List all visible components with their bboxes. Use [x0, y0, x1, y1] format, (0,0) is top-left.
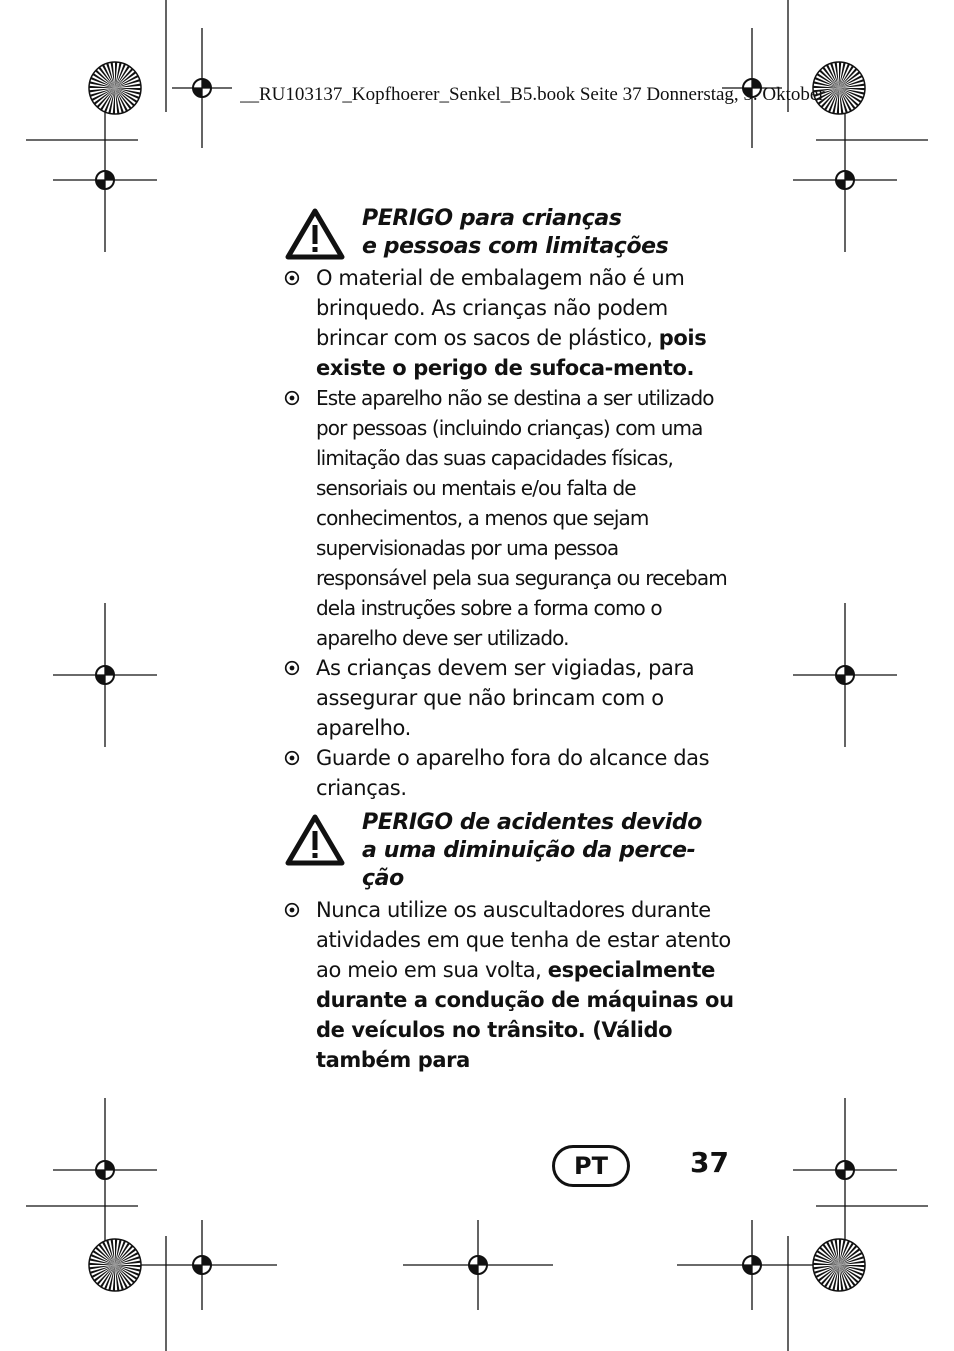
registration-crosshair-icon [403, 1220, 553, 1310]
item-emphasis: especialmente durante a condução de máquinas ou de veículos no trânsito. (Válido também para [316, 958, 734, 1072]
item-text: Este aparelho não se destina a ser utilizado por pessoas (incluindo crianças) com uma limitação das suas capacidades físicas, sensoriais ou mentais e/ou falta de conhecimentos, a menos que sejam supervisionadas por uma pessoa responsável pela sua segurança ou recebam dela instruções sobre a forma como o aparelho deve ser utilizado. [316, 386, 727, 650]
list-item [284, 895, 734, 1075]
registration-crosshair-icon [793, 603, 897, 747]
print-file-header: __RU103137_Kopfhoerer_Senkel_B5.book Seite 37 Donnerstag, 5. Oktober [240, 84, 825, 105]
registration-crosshair-icon [793, 108, 897, 252]
warning-title-line: PERIGO para crianças [362, 206, 622, 231]
registration-crosshair-icon [172, 28, 232, 148]
registration-crosshair-icon [53, 1098, 157, 1242]
list-item [284, 743, 734, 803]
warning-title-line: a uma diminuição da perce- [362, 838, 696, 863]
warning-triangle-icon [284, 207, 346, 261]
warning-title-line: ção [362, 866, 404, 891]
registration-crosshair-icon [677, 1220, 827, 1310]
list-item [284, 383, 734, 653]
starburst-target-icon [89, 62, 141, 114]
warning-perception [284, 809, 734, 893]
circled-dot-bullet-icon [284, 660, 300, 676]
circled-dot-bullet-icon [284, 270, 300, 286]
warning-children-limitations [284, 205, 734, 261]
circled-dot-bullet-icon [284, 390, 300, 406]
safety-content [284, 205, 734, 1075]
language-badge: PT [552, 1145, 630, 1187]
item-text: Nunca utilize os auscultadores durante atividades em que tenha de estar atento ao meio em sua volta, [316, 898, 731, 982]
warning-title [362, 205, 734, 261]
warning-title [362, 809, 734, 893]
registration-crosshair-icon [53, 603, 157, 747]
item-emphasis: pois existe o perigo de sufoca-mento. [316, 326, 707, 380]
page-number: 37 [690, 1146, 729, 1179]
starburst-target-icon [813, 1239, 865, 1291]
registration-crosshair-icon [127, 1220, 277, 1310]
warning-title-line: PERIGO de acidentes devido [362, 810, 702, 835]
starburst-target-icon [89, 1239, 141, 1291]
item-text: Guarde o aparelho fora do alcance das crianças. [316, 746, 710, 800]
warning-triangle-icon [284, 813, 346, 867]
registration-crosshair-icon [53, 108, 157, 252]
list-item [284, 653, 734, 743]
warning-title-line: e pessoas com limitações [362, 234, 669, 259]
circled-dot-bullet-icon [284, 902, 300, 918]
item-text: O material de embalagem não é um brinquedo. As crianças não podem brincar com os sacos de plástico, [316, 266, 685, 350]
registration-crosshair-icon [793, 1098, 897, 1242]
circled-dot-bullet-icon [284, 750, 300, 766]
item-text: As crianças devem ser vigiadas, para assegurar que não brincam com o aparelho. [316, 656, 695, 740]
list-item [284, 263, 734, 383]
